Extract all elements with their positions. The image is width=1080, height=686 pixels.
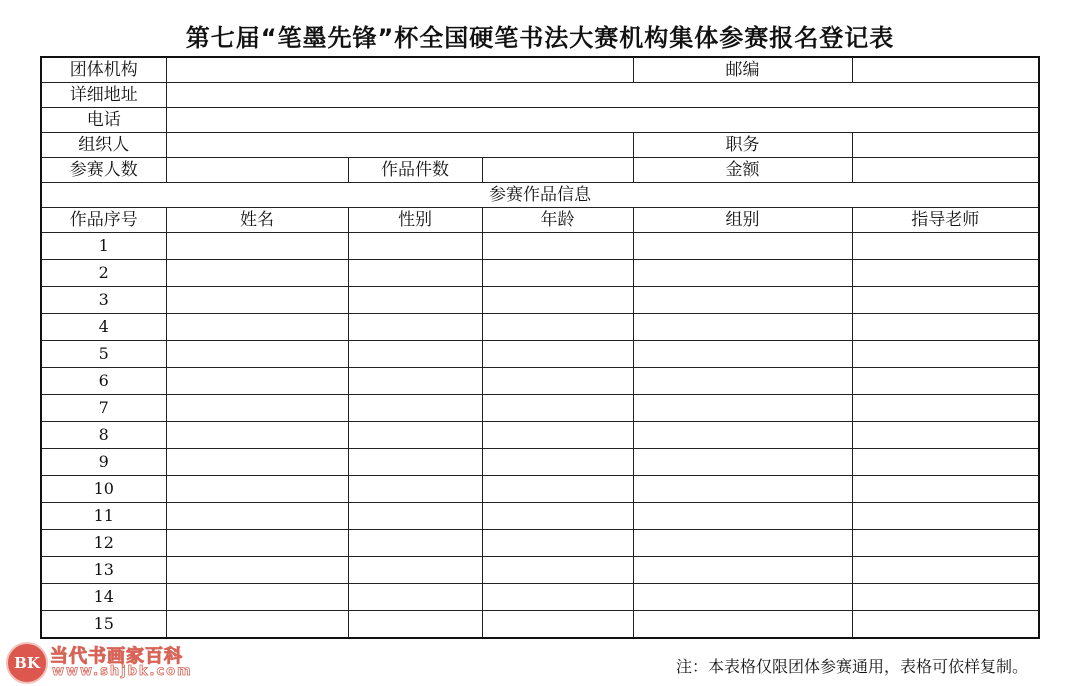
entry-cell[interactable] xyxy=(166,260,348,287)
column-header: 作品序号 xyxy=(41,208,166,233)
watermark-name: 当代书画家百科 xyxy=(50,646,183,667)
entry-cell[interactable] xyxy=(348,557,482,584)
position-label: 职务 xyxy=(633,133,852,158)
entry-cell[interactable] xyxy=(348,395,482,422)
row-number: 4 xyxy=(41,314,166,341)
entry-cell[interactable] xyxy=(633,341,852,368)
entry-cell[interactable] xyxy=(482,611,633,639)
entry-cell[interactable] xyxy=(852,611,1039,639)
participants-label: 参赛人数 xyxy=(41,158,166,183)
table-row xyxy=(41,557,1039,584)
entry-cell[interactable] xyxy=(348,503,482,530)
entry-cell[interactable] xyxy=(348,368,482,395)
entry-cell[interactable] xyxy=(633,422,852,449)
address-value[interactable] xyxy=(166,83,1039,108)
position-value[interactable] xyxy=(852,133,1039,158)
table-row xyxy=(41,611,1039,639)
row-number: 15 xyxy=(41,611,166,639)
entry-cell[interactable] xyxy=(482,584,633,611)
table-row xyxy=(41,584,1039,611)
entry-cell[interactable] xyxy=(633,476,852,503)
org-row xyxy=(41,57,1039,83)
entry-cell[interactable] xyxy=(482,341,633,368)
entry-cell[interactable] xyxy=(348,476,482,503)
row-number: 7 xyxy=(41,395,166,422)
address-label: 详细地址 xyxy=(41,83,166,108)
entry-cell[interactable] xyxy=(348,530,482,557)
entry-cell[interactable] xyxy=(633,395,852,422)
address-row xyxy=(41,83,1039,108)
phone-value[interactable] xyxy=(166,108,1039,133)
entry-cell[interactable] xyxy=(852,422,1039,449)
entry-rows xyxy=(41,233,1039,639)
entry-cell[interactable] xyxy=(348,422,482,449)
counts-row xyxy=(41,158,1039,183)
entry-cell[interactable] xyxy=(852,233,1039,260)
entry-cell[interactable] xyxy=(633,233,852,260)
entry-cell[interactable] xyxy=(852,530,1039,557)
entry-cell[interactable] xyxy=(852,584,1039,611)
entry-cell[interactable] xyxy=(482,287,633,314)
entry-cell[interactable] xyxy=(633,368,852,395)
row-number: 11 xyxy=(41,503,166,530)
row-number: 8 xyxy=(41,422,166,449)
entry-cell[interactable] xyxy=(348,287,482,314)
entry-cell[interactable] xyxy=(633,314,852,341)
entry-cell[interactable] xyxy=(482,449,633,476)
entry-cell[interactable] xyxy=(852,449,1039,476)
entry-cell[interactable] xyxy=(348,314,482,341)
entry-cell[interactable] xyxy=(348,341,482,368)
entry-cell[interactable] xyxy=(166,395,348,422)
phone-row xyxy=(41,108,1039,133)
table-row xyxy=(41,395,1039,422)
entry-cell[interactable] xyxy=(482,530,633,557)
table-row xyxy=(41,341,1039,368)
postcode-value[interactable] xyxy=(852,57,1039,83)
entry-cell[interactable] xyxy=(852,260,1039,287)
entry-cell[interactable] xyxy=(166,449,348,476)
entry-cell[interactable] xyxy=(166,422,348,449)
amount-value[interactable] xyxy=(852,158,1039,183)
entry-cell[interactable] xyxy=(852,503,1039,530)
footnote: 注：本表格仅限团体参赛通用，表格可依样复制。 xyxy=(675,657,1028,676)
entry-cell[interactable] xyxy=(348,260,482,287)
table-row xyxy=(41,422,1039,449)
row-number: 3 xyxy=(41,287,166,314)
entry-cell[interactable] xyxy=(852,287,1039,314)
table-row xyxy=(41,287,1039,314)
entry-cell[interactable] xyxy=(166,233,348,260)
entry-cell[interactable] xyxy=(166,557,348,584)
registration-table xyxy=(40,56,1040,639)
entry-cell[interactable] xyxy=(633,530,852,557)
participants-value[interactable] xyxy=(166,158,348,183)
entry-cell[interactable] xyxy=(633,557,852,584)
table-row xyxy=(41,260,1039,287)
entry-cell[interactable] xyxy=(482,260,633,287)
table-row xyxy=(41,530,1039,557)
entry-cell[interactable] xyxy=(166,287,348,314)
column-header: 组别 xyxy=(633,208,852,233)
organizer-label: 组织人 xyxy=(41,133,166,158)
entry-cell[interactable] xyxy=(852,395,1039,422)
entry-cell[interactable] xyxy=(852,476,1039,503)
entry-cell[interactable] xyxy=(166,503,348,530)
entry-cell[interactable] xyxy=(852,341,1039,368)
entry-cell[interactable] xyxy=(166,341,348,368)
entry-cell[interactable] xyxy=(482,395,633,422)
org-label: 团体机构 xyxy=(41,57,166,83)
entry-cell[interactable] xyxy=(482,422,633,449)
form-title: 第七届“笔墨先锋”杯全国硬笔书法大赛机构集体参赛报名登记表 xyxy=(185,24,895,52)
entry-cell[interactable] xyxy=(482,314,633,341)
entry-cell[interactable] xyxy=(482,368,633,395)
entry-cell[interactable] xyxy=(166,611,348,639)
entry-cell[interactable] xyxy=(348,449,482,476)
entry-cell[interactable] xyxy=(166,368,348,395)
entry-cell[interactable] xyxy=(852,368,1039,395)
table-row xyxy=(41,233,1039,260)
entry-cell[interactable] xyxy=(166,476,348,503)
table-row xyxy=(41,368,1039,395)
entry-cell[interactable] xyxy=(166,584,348,611)
watermark-url: www.shjbk.com xyxy=(52,664,193,679)
entry-cell[interactable] xyxy=(482,557,633,584)
section-title: 参赛作品信息 xyxy=(41,183,1039,208)
table-row xyxy=(41,314,1039,341)
row-number: 5 xyxy=(41,341,166,368)
entry-cell[interactable] xyxy=(166,314,348,341)
row-number: 9 xyxy=(41,449,166,476)
works-count-value[interactable] xyxy=(482,158,633,183)
entry-cell[interactable] xyxy=(633,584,852,611)
table-row xyxy=(41,449,1039,476)
entry-cell[interactable] xyxy=(633,503,852,530)
entry-cell[interactable] xyxy=(348,611,482,639)
column-header: 姓名 xyxy=(166,208,348,233)
entry-cell[interactable] xyxy=(482,476,633,503)
organizer-value[interactable] xyxy=(166,133,633,158)
entry-cell[interactable] xyxy=(633,449,852,476)
section-row xyxy=(41,183,1039,208)
row-number: 14 xyxy=(41,584,166,611)
postcode-label: 邮编 xyxy=(633,57,852,83)
row-number: 12 xyxy=(41,530,166,557)
row-number: 2 xyxy=(41,260,166,287)
entry-cell[interactable] xyxy=(852,557,1039,584)
entry-cell[interactable] xyxy=(633,611,852,639)
entry-cell[interactable] xyxy=(348,584,482,611)
watermark xyxy=(6,640,193,684)
column-header-row xyxy=(41,208,1039,233)
org-value[interactable] xyxy=(166,57,633,83)
column-header: 性别 xyxy=(348,208,482,233)
entry-cell[interactable] xyxy=(633,287,852,314)
row-number: 13 xyxy=(41,557,166,584)
column-header: 年龄 xyxy=(482,208,633,233)
column-header: 指导老师 xyxy=(852,208,1039,233)
works-count-label: 作品件数 xyxy=(348,158,482,183)
row-number: 1 xyxy=(41,233,166,260)
row-number: 6 xyxy=(41,368,166,395)
entry-cell[interactable] xyxy=(482,503,633,530)
entry-cell[interactable] xyxy=(348,233,482,260)
watermark-logo-icon: BK xyxy=(6,642,48,684)
table-row xyxy=(41,476,1039,503)
entry-cell[interactable] xyxy=(633,260,852,287)
entry-cell[interactable] xyxy=(482,233,633,260)
table-row xyxy=(41,503,1039,530)
entry-cell[interactable] xyxy=(852,314,1039,341)
row-number: 10 xyxy=(41,476,166,503)
organizer-row xyxy=(41,133,1039,158)
phone-label: 电话 xyxy=(41,108,166,133)
entry-cell[interactable] xyxy=(166,530,348,557)
amount-label: 金额 xyxy=(633,158,852,183)
